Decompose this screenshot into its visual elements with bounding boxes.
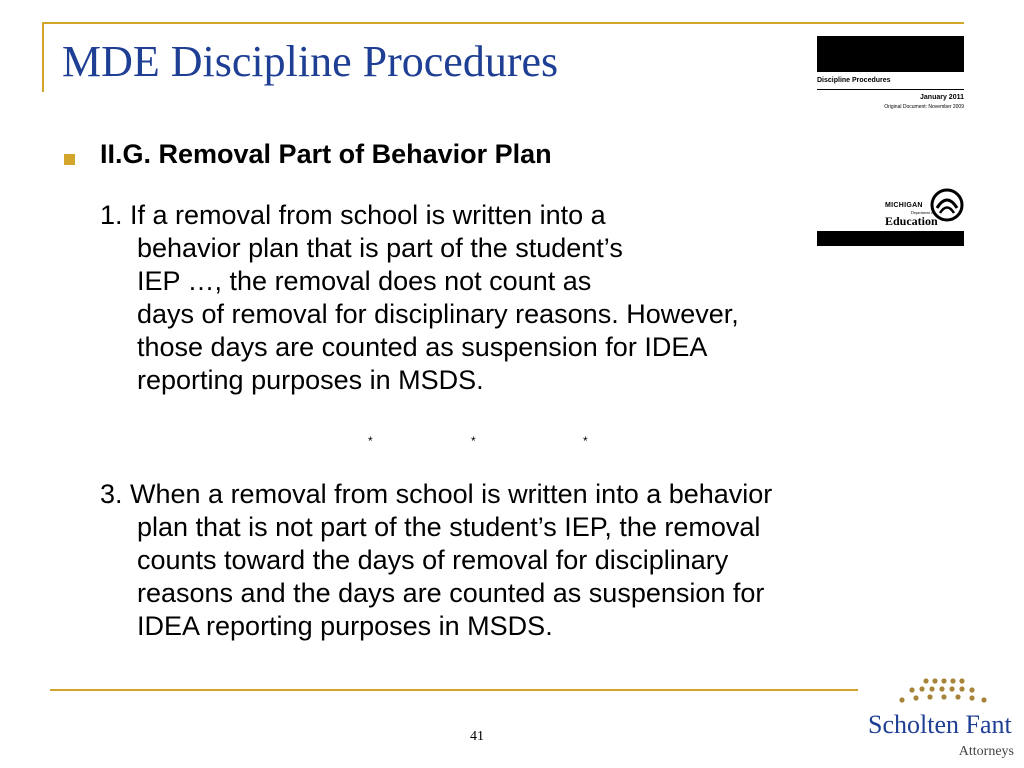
paragraph-line: IEP …, the removal does not count as — [137, 266, 592, 296]
frame-left-rule — [42, 22, 44, 92]
paragraph-line: days of removal for disciplinary reasons. However, — [137, 299, 739, 329]
cover-date: January 2011 — [920, 94, 964, 101]
footer-rule — [50, 689, 858, 691]
paragraph-3 — [100, 478, 772, 643]
frame-top-rule — [42, 22, 964, 24]
separator-star: * — [583, 434, 588, 448]
firm-name: Scholten Fant — [868, 710, 1012, 739]
cover-bottom-bar — [817, 231, 964, 246]
paragraph-line: counts toward the days of removal for disciplinary — [137, 545, 729, 575]
page-number: 41 — [470, 729, 484, 744]
paragraph-line: reasons and the days are counted as suspension for — [137, 578, 765, 608]
bullet-square-icon — [64, 154, 75, 165]
paragraph-line: behavior plan that is part of the student’s — [137, 233, 623, 263]
mde-logo — [885, 188, 965, 228]
mde-logo-michigan: MICHIGAN — [885, 202, 923, 209]
separator-star: * — [471, 434, 476, 448]
paragraph-line: IDEA reporting purposes in MSDS. — [137, 611, 553, 641]
firm-subtitle: Attorneys — [958, 744, 1014, 759]
paragraph-line: plan that is not part of the student’s IEP, the removal — [137, 512, 761, 542]
cover-original-date: Original Document: November 2009 — [884, 104, 964, 110]
paragraph-1 — [100, 199, 739, 397]
mde-logo-education: Education — [885, 214, 938, 228]
firm-dots-icon — [898, 676, 988, 706]
paragraph-line: 3. When a removal from school is written into a behavior — [100, 479, 773, 509]
paragraph-line: 1. If a removal from school is written into a — [100, 200, 606, 230]
section-heading: II.G. Removal Part of Behavior Plan — [100, 139, 552, 169]
firm-logo — [868, 676, 1018, 764]
document-cover-thumbnail — [817, 36, 964, 246]
cover-heading: Discipline Procedures — [817, 77, 891, 84]
cover-rule — [817, 89, 964, 90]
mde-logo-department: Department of — [911, 210, 935, 215]
paragraph-line: those days are counted as suspension for IDEA — [137, 332, 708, 362]
separator-star: * — [368, 434, 373, 448]
slide-title: MDE Discipline Procedures — [62, 37, 559, 86]
paragraph-line: reporting purposes in MSDS. — [137, 365, 484, 395]
cover-top-bar — [817, 36, 964, 72]
